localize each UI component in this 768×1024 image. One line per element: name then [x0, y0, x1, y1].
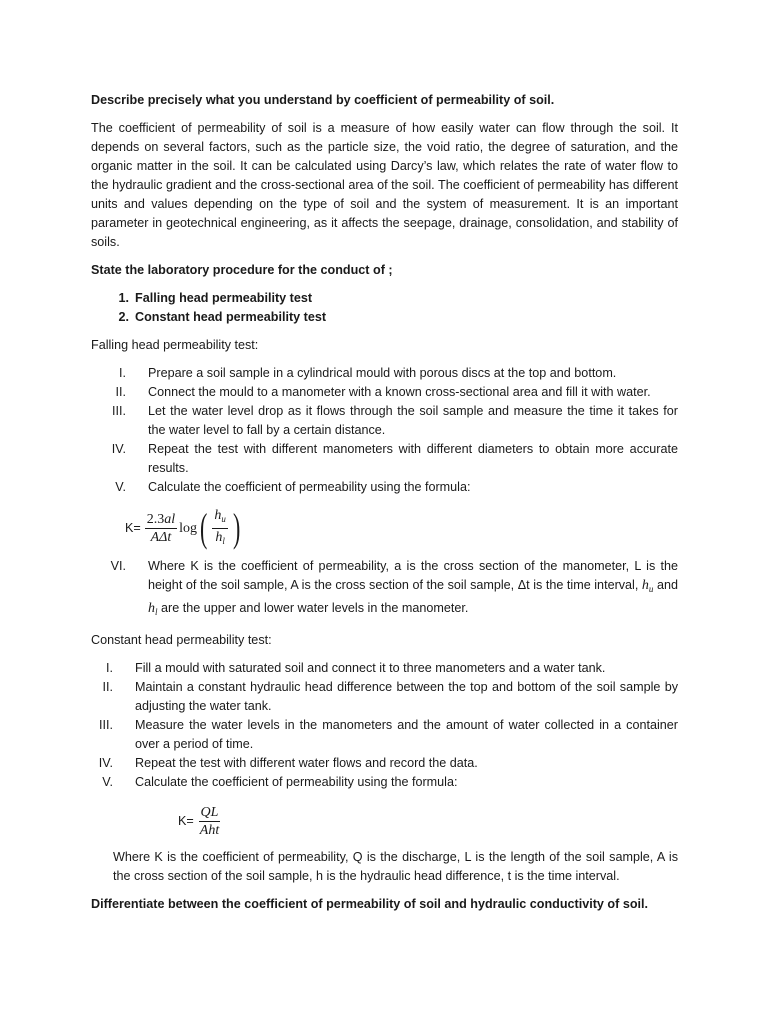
list-number: 1. — [118, 291, 129, 305]
list-item — [91, 364, 678, 383]
formula-fraction — [198, 804, 221, 839]
list-item — [91, 716, 678, 754]
step-text: Repeat the test with different water flows and record the data. — [135, 756, 478, 770]
step-number: III. — [112, 404, 126, 418]
step-text: Prepare a soil sample in a cylindrical mould with porous discs at the top and bottom. — [148, 366, 617, 380]
step-text: Measure the water levels in the manometers and the amount of water collected in a container over a period of time. — [135, 718, 678, 751]
list-item — [91, 678, 678, 716]
step-text: Where K is the coefficient of permeability, a is the cross section of the manometer, L is the height of the soil sample, A is the cross section of the soil sample, Δt is the time interval, $h_u$ and $h_l$ are the upper and lower water levels in the manometer. — [148, 559, 678, 617]
step-number: I. — [106, 661, 113, 675]
list-item — [91, 289, 678, 308]
constant-head-steps — [91, 659, 678, 792]
left-paren: ( — [200, 505, 208, 550]
list-item — [91, 478, 678, 497]
step-number: III. — [99, 718, 113, 732]
question-3-heading: Differentiate between the coefficient of permeability of soil and hydraulic conductivity of soil. — [91, 897, 649, 911]
formula-fraction — [145, 511, 177, 546]
step-text: Let the water level drop as it flows through the soil sample and measure the time it takes for the water level to fall by a certain distance. — [148, 404, 678, 437]
formula-denominator: AΔt — [150, 529, 172, 545]
formula-denominator: Aht — [199, 822, 220, 838]
constant-head-formula — [178, 800, 678, 842]
step-number: VI. — [110, 559, 126, 573]
list-item — [91, 773, 678, 792]
list-item — [91, 659, 678, 678]
falling-head-formula — [125, 505, 678, 551]
right-paren: ) — [232, 505, 241, 550]
document-body — [91, 91, 678, 914]
list-item — [91, 383, 678, 402]
list-number: 2. — [118, 310, 129, 324]
list-label: Constant head permeability test — [135, 310, 327, 324]
falling-head-steps — [91, 364, 678, 497]
step-text: Maintain a constant hydraulic head difference between the top and bottom of the soil sample by adjusting the water tank. — [135, 680, 678, 713]
formula-label: K= — [125, 520, 141, 535]
question-2-heading: State the laboratory procedure for the conduct of ; — [91, 263, 393, 277]
formula-numerator: 2.3al — [146, 511, 176, 527]
formula-label: K= — [178, 813, 194, 828]
list-item — [91, 754, 678, 773]
falling-head-title: Falling head permeability test: — [91, 338, 259, 352]
constant-head-where: Where K is the coefficient of permeability, Q is the discharge, L is the length of the soil sample, A is the cross section of the soil sample, h is the hydraulic head difference, t is the time interval. — [113, 850, 678, 883]
question-1-answer: The coefficient of permeability of soil is a measure of how easily water can flow through the soil. It depends on several factors, such as the particle size, the void ratio, the degree of saturation, and the organic matter in the soil. It can be calculated using Darcy’s law, which relates the rate of water flow to the hydraulic gradient and the cross-sectional area of the soil. The coefficient of permeability has different units and values depending on the type of soil and the system of measurement. It is an important parameter in geotechnical engineering, as it affects the seepage, drainage, consolidation, and stability of soils. — [91, 121, 678, 249]
list-label: Falling head permeability test — [135, 291, 313, 305]
falling-head-where — [91, 557, 678, 622]
step-text: Repeat the test with different manometers with different diameters to obtain more accurate results. — [148, 442, 678, 475]
step-number: IV. — [98, 756, 113, 770]
list-item — [91, 308, 678, 327]
list-item — [91, 557, 678, 622]
test-list — [91, 289, 678, 327]
step-number: V. — [115, 480, 126, 494]
step-number: I. — [119, 366, 126, 380]
step-number: II. — [102, 680, 113, 694]
step-text: Calculate the coefficient of permeability using the formula: — [148, 480, 471, 494]
formula-inner-fraction: $\frac{h_u}{h_l}$ — [214, 507, 226, 546]
list-item — [91, 402, 678, 440]
step-text: Connect the mould to a manometer with a known cross-sectional area and fill it with water. — [148, 385, 651, 399]
question-1-heading: Describe precisely what you understand by coefficient of permeability of soil. — [91, 93, 555, 107]
step-text: Calculate the coefficient of permeability using the formula: — [135, 775, 458, 789]
step-text: Fill a mould with saturated soil and connect it to three manometers and a water tank. — [135, 661, 606, 675]
list-item — [91, 440, 678, 478]
formula-numerator: QL — [200, 804, 219, 820]
constant-head-title: Constant head permeability test: — [91, 633, 272, 647]
step-number: IV. — [111, 442, 126, 456]
step-number: V. — [102, 775, 113, 789]
step-number: II. — [115, 385, 126, 399]
formula-log: log — [179, 520, 198, 536]
